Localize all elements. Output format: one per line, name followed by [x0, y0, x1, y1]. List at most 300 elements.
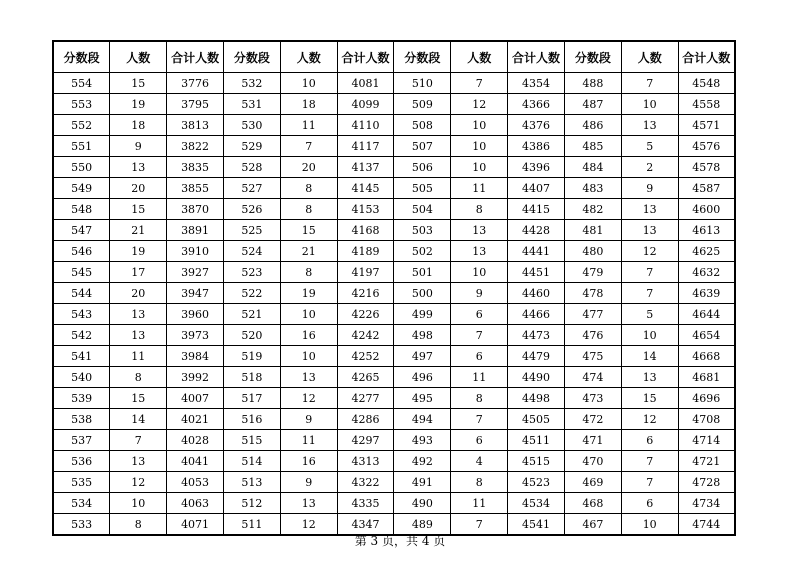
table-cell: 4265 — [337, 367, 394, 388]
table-body — [53, 73, 735, 536]
table-cell: 6 — [451, 430, 508, 451]
table-cell: 11 — [280, 115, 337, 136]
table-cell: 498 — [394, 325, 451, 346]
table-cell: 13 — [110, 157, 167, 178]
table-cell: 4734 — [678, 493, 735, 514]
table-cell: 4354 — [508, 73, 565, 94]
column-header: 分数段 — [564, 41, 621, 73]
table-cell: 10 — [280, 346, 337, 367]
column-header: 合计人数 — [678, 41, 735, 73]
table-cell: 467 — [564, 514, 621, 536]
table-cell: 487 — [564, 94, 621, 115]
table-cell: 4744 — [678, 514, 735, 536]
table-cell: 514 — [223, 451, 280, 472]
table-cell: 3910 — [167, 241, 224, 262]
table-cell: 12 — [621, 241, 678, 262]
table-cell: 2 — [621, 157, 678, 178]
table-cell: 507 — [394, 136, 451, 157]
table-cell: 13 — [110, 325, 167, 346]
table-cell: 11 — [110, 346, 167, 367]
table-cell: 4 — [451, 451, 508, 472]
table-cell: 486 — [564, 115, 621, 136]
table-cell: 4625 — [678, 241, 735, 262]
table-cell: 4335 — [337, 493, 394, 514]
table-row — [53, 367, 735, 388]
table-cell: 540 — [53, 367, 110, 388]
table-cell: 20 — [280, 157, 337, 178]
table-cell: 4587 — [678, 178, 735, 199]
table-cell: 4523 — [508, 472, 565, 493]
table-cell: 496 — [394, 367, 451, 388]
table-row — [53, 472, 735, 493]
table-cell: 4168 — [337, 220, 394, 241]
table-cell: 17 — [110, 262, 167, 283]
table-cell: 11 — [451, 367, 508, 388]
table-cell: 8 — [451, 388, 508, 409]
page-footer: 第 3 页，共 4 页 — [354, 534, 446, 548]
table-cell: 4515 — [508, 451, 565, 472]
column-header: 人数 — [110, 41, 167, 73]
table-cell: 527 — [223, 178, 280, 199]
table-cell: 506 — [394, 157, 451, 178]
table-cell: 4639 — [678, 283, 735, 304]
table-row — [53, 94, 735, 115]
table-cell: 526 — [223, 199, 280, 220]
table-cell: 4007 — [167, 388, 224, 409]
table-cell: 4451 — [508, 262, 565, 283]
table-cell: 4473 — [508, 325, 565, 346]
table-row — [53, 220, 735, 241]
table-cell: 4578 — [678, 157, 735, 178]
table-cell: 4277 — [337, 388, 394, 409]
table-cell: 503 — [394, 220, 451, 241]
table-cell: 7 — [451, 514, 508, 536]
table-cell: 4197 — [337, 262, 394, 283]
table-cell: 16 — [280, 325, 337, 346]
table-cell: 4415 — [508, 199, 565, 220]
table-cell: 12 — [451, 94, 508, 115]
table-cell: 548 — [53, 199, 110, 220]
table-cell: 15 — [110, 73, 167, 94]
table-cell: 10 — [280, 73, 337, 94]
table-cell: 543 — [53, 304, 110, 325]
table-cell: 14 — [621, 346, 678, 367]
table-cell: 21 — [110, 220, 167, 241]
table-cell: 12 — [621, 409, 678, 430]
table-cell: 4041 — [167, 451, 224, 472]
table-cell: 4407 — [508, 178, 565, 199]
table-cell: 4366 — [508, 94, 565, 115]
table-cell: 482 — [564, 199, 621, 220]
table-cell: 11 — [451, 493, 508, 514]
table-cell: 3795 — [167, 94, 224, 115]
table-cell: 8 — [280, 178, 337, 199]
table-cell: 13 — [280, 493, 337, 514]
table-cell: 4021 — [167, 409, 224, 430]
table-cell: 15 — [621, 388, 678, 409]
table-cell: 538 — [53, 409, 110, 430]
table-cell: 4028 — [167, 430, 224, 451]
table-cell: 534 — [53, 493, 110, 514]
table-cell: 8 — [280, 199, 337, 220]
table-row — [53, 115, 735, 136]
table-cell: 12 — [280, 388, 337, 409]
table-cell: 529 — [223, 136, 280, 157]
table-cell: 6 — [621, 493, 678, 514]
table-cell: 531 — [223, 94, 280, 115]
table-cell: 530 — [223, 115, 280, 136]
table-row — [53, 73, 735, 94]
column-header: 合计人数 — [508, 41, 565, 73]
table-cell: 7 — [110, 430, 167, 451]
table-row — [53, 325, 735, 346]
table-cell: 21 — [280, 241, 337, 262]
table-cell: 8 — [451, 472, 508, 493]
table-cell: 535 — [53, 472, 110, 493]
table-cell: 10 — [621, 325, 678, 346]
table-cell: 551 — [53, 136, 110, 157]
table-cell: 3870 — [167, 199, 224, 220]
table-cell: 3855 — [167, 178, 224, 199]
table-cell: 4576 — [678, 136, 735, 157]
table-cell: 3835 — [167, 157, 224, 178]
table-cell: 491 — [394, 472, 451, 493]
table-cell: 7 — [621, 73, 678, 94]
table-cell: 3984 — [167, 346, 224, 367]
table-cell: 472 — [564, 409, 621, 430]
table-cell: 471 — [564, 430, 621, 451]
table-cell: 4548 — [678, 73, 735, 94]
table-row — [53, 409, 735, 430]
table-cell: 4053 — [167, 472, 224, 493]
table-cell: 9 — [621, 178, 678, 199]
table-cell: 4696 — [678, 388, 735, 409]
table-cell: 13 — [451, 220, 508, 241]
table-cell: 9 — [451, 283, 508, 304]
table-cell: 528 — [223, 157, 280, 178]
table-cell: 4396 — [508, 157, 565, 178]
table-cell: 547 — [53, 220, 110, 241]
table-header — [53, 41, 735, 73]
table-cell: 3973 — [167, 325, 224, 346]
table-cell: 497 — [394, 346, 451, 367]
table-row — [53, 283, 735, 304]
table-cell: 541 — [53, 346, 110, 367]
table-cell: 4541 — [508, 514, 565, 536]
table-cell: 4654 — [678, 325, 735, 346]
table-row — [53, 388, 735, 409]
table-cell: 511 — [223, 514, 280, 536]
table-cell: 550 — [53, 157, 110, 178]
table-cell: 4297 — [337, 430, 394, 451]
table-cell: 3776 — [167, 73, 224, 94]
table-cell: 15 — [280, 220, 337, 241]
table-cell: 485 — [564, 136, 621, 157]
table-cell: 469 — [564, 472, 621, 493]
table-cell: 523 — [223, 262, 280, 283]
table-cell: 10 — [451, 262, 508, 283]
table-cell: 512 — [223, 493, 280, 514]
table-cell: 13 — [621, 367, 678, 388]
table-row — [53, 136, 735, 157]
table-cell: 10 — [280, 304, 337, 325]
table-cell: 4490 — [508, 367, 565, 388]
table-cell: 5 — [621, 136, 678, 157]
table-cell: 470 — [564, 451, 621, 472]
table-row — [53, 493, 735, 514]
table-cell: 495 — [394, 388, 451, 409]
table-row — [53, 430, 735, 451]
table-cell: 3891 — [167, 220, 224, 241]
table-cell: 525 — [223, 220, 280, 241]
table-cell: 499 — [394, 304, 451, 325]
table-cell: 478 — [564, 283, 621, 304]
table-cell: 546 — [53, 241, 110, 262]
table-cell: 500 — [394, 283, 451, 304]
table-cell: 4728 — [678, 472, 735, 493]
column-header: 人数 — [280, 41, 337, 73]
table-cell: 480 — [564, 241, 621, 262]
score-distribution-table — [52, 40, 736, 536]
table-cell: 477 — [564, 304, 621, 325]
table-cell: 509 — [394, 94, 451, 115]
table-cell: 479 — [564, 262, 621, 283]
table-cell: 545 — [53, 262, 110, 283]
table-cell: 501 — [394, 262, 451, 283]
table-cell: 12 — [110, 472, 167, 493]
table-cell: 4099 — [337, 94, 394, 115]
table-cell: 4600 — [678, 199, 735, 220]
table-cell: 4117 — [337, 136, 394, 157]
table-cell: 549 — [53, 178, 110, 199]
table-cell: 4534 — [508, 493, 565, 514]
table-cell: 19 — [110, 94, 167, 115]
table-cell: 518 — [223, 367, 280, 388]
table-cell: 8 — [110, 514, 167, 536]
table-cell: 515 — [223, 430, 280, 451]
table-cell: 4137 — [337, 157, 394, 178]
header-row — [53, 41, 735, 73]
table-cell: 468 — [564, 493, 621, 514]
table-cell: 544 — [53, 283, 110, 304]
table-cell: 4571 — [678, 115, 735, 136]
table-cell: 504 — [394, 199, 451, 220]
table-cell: 4505 — [508, 409, 565, 430]
table-cell: 7 — [621, 451, 678, 472]
table-cell: 13 — [280, 367, 337, 388]
table-cell: 4681 — [678, 367, 735, 388]
table-cell: 8 — [110, 367, 167, 388]
table-cell: 521 — [223, 304, 280, 325]
table-cell: 502 — [394, 241, 451, 262]
table-cell: 537 — [53, 430, 110, 451]
table-cell: 517 — [223, 388, 280, 409]
table-cell: 532 — [223, 73, 280, 94]
table-cell: 6 — [621, 430, 678, 451]
table-cell: 10 — [451, 115, 508, 136]
table-cell: 7 — [451, 73, 508, 94]
table-cell: 493 — [394, 430, 451, 451]
table-row — [53, 262, 735, 283]
table-cell: 510 — [394, 73, 451, 94]
table-cell: 19 — [110, 241, 167, 262]
table-cell: 10 — [110, 493, 167, 514]
table-cell: 6 — [451, 346, 508, 367]
table-row — [53, 346, 735, 367]
table-cell: 505 — [394, 178, 451, 199]
table-cell: 4226 — [337, 304, 394, 325]
column-header: 分数段 — [223, 41, 280, 73]
table-cell: 519 — [223, 346, 280, 367]
table-cell: 4242 — [337, 325, 394, 346]
column-header: 合计人数 — [337, 41, 394, 73]
table-cell: 481 — [564, 220, 621, 241]
table-cell: 520 — [223, 325, 280, 346]
table-cell: 552 — [53, 115, 110, 136]
table-cell: 7 — [451, 409, 508, 430]
table-cell: 3927 — [167, 262, 224, 283]
table-cell: 13 — [110, 451, 167, 472]
table-cell: 10 — [451, 157, 508, 178]
table-cell: 3992 — [167, 367, 224, 388]
table-cell: 4613 — [678, 220, 735, 241]
table-row — [53, 451, 735, 472]
table-cell: 4145 — [337, 178, 394, 199]
table-cell: 554 — [53, 73, 110, 94]
table-row — [53, 199, 735, 220]
table-cell: 8 — [451, 199, 508, 220]
table-cell: 3947 — [167, 283, 224, 304]
column-header: 人数 — [451, 41, 508, 73]
table-cell: 476 — [564, 325, 621, 346]
table-cell: 4376 — [508, 115, 565, 136]
table-cell: 9 — [110, 136, 167, 157]
table-cell: 553 — [53, 94, 110, 115]
table-cell: 9 — [280, 472, 337, 493]
table-cell: 11 — [280, 430, 337, 451]
table-cell: 524 — [223, 241, 280, 262]
table-cell: 516 — [223, 409, 280, 430]
column-header: 分数段 — [394, 41, 451, 73]
table-cell: 490 — [394, 493, 451, 514]
table-cell: 4153 — [337, 199, 394, 220]
table-cell: 492 — [394, 451, 451, 472]
table-cell: 4460 — [508, 283, 565, 304]
table-cell: 536 — [53, 451, 110, 472]
table-cell: 18 — [280, 94, 337, 115]
table-cell: 8 — [280, 262, 337, 283]
table-cell: 14 — [110, 409, 167, 430]
table-cell: 484 — [564, 157, 621, 178]
table-cell: 3822 — [167, 136, 224, 157]
table-cell: 3813 — [167, 115, 224, 136]
table-cell: 4322 — [337, 472, 394, 493]
table-cell: 475 — [564, 346, 621, 367]
table-cell: 4081 — [337, 73, 394, 94]
table-cell: 4441 — [508, 241, 565, 262]
table-cell: 13 — [621, 199, 678, 220]
table-cell: 508 — [394, 115, 451, 136]
table-cell: 7 — [621, 283, 678, 304]
table-cell: 4632 — [678, 262, 735, 283]
column-header: 人数 — [621, 41, 678, 73]
table-cell: 3960 — [167, 304, 224, 325]
table-cell: 20 — [110, 283, 167, 304]
table-cell: 20 — [110, 178, 167, 199]
table-cell: 4511 — [508, 430, 565, 451]
table-cell: 483 — [564, 178, 621, 199]
table-cell: 6 — [451, 304, 508, 325]
table-cell: 13 — [451, 241, 508, 262]
table-cell: 4189 — [337, 241, 394, 262]
table-cell: 4644 — [678, 304, 735, 325]
table-cell: 16 — [280, 451, 337, 472]
table-row — [53, 304, 735, 325]
table-cell: 494 — [394, 409, 451, 430]
table-cell: 4110 — [337, 115, 394, 136]
table-cell: 474 — [564, 367, 621, 388]
table-cell: 15 — [110, 388, 167, 409]
table-cell: 18 — [110, 115, 167, 136]
table-row — [53, 157, 735, 178]
table-cell: 9 — [280, 409, 337, 430]
table-cell: 12 — [280, 514, 337, 536]
table-cell: 4063 — [167, 493, 224, 514]
table-cell: 4286 — [337, 409, 394, 430]
table-cell: 7 — [280, 136, 337, 157]
table-cell: 4386 — [508, 136, 565, 157]
table-cell: 4071 — [167, 514, 224, 536]
table-cell: 4668 — [678, 346, 735, 367]
table-cell: 13 — [621, 115, 678, 136]
table-cell: 10 — [451, 136, 508, 157]
table-cell: 10 — [621, 514, 678, 536]
table-cell: 4558 — [678, 94, 735, 115]
table-cell: 4479 — [508, 346, 565, 367]
table-row — [53, 178, 735, 199]
table-cell: 5 — [621, 304, 678, 325]
table-cell: 4466 — [508, 304, 565, 325]
table-cell: 13 — [110, 304, 167, 325]
table-row — [53, 241, 735, 262]
table-cell: 473 — [564, 388, 621, 409]
table-cell: 4313 — [337, 451, 394, 472]
table-cell: 4428 — [508, 220, 565, 241]
table-cell: 533 — [53, 514, 110, 536]
table-cell: 11 — [451, 178, 508, 199]
table-cell: 4498 — [508, 388, 565, 409]
table-cell: 4216 — [337, 283, 394, 304]
table-cell: 15 — [110, 199, 167, 220]
table-cell: 7 — [621, 262, 678, 283]
table-cell: 489 — [394, 514, 451, 536]
table-cell: 7 — [451, 325, 508, 346]
column-header: 分数段 — [53, 41, 110, 73]
table-cell: 522 — [223, 283, 280, 304]
table-cell: 542 — [53, 325, 110, 346]
column-header: 合计人数 — [167, 41, 224, 73]
table-cell: 7 — [621, 472, 678, 493]
table-cell: 10 — [621, 94, 678, 115]
table-cell: 4714 — [678, 430, 735, 451]
table-cell: 513 — [223, 472, 280, 493]
table-cell: 4347 — [337, 514, 394, 536]
table-cell: 488 — [564, 73, 621, 94]
table-cell: 19 — [280, 283, 337, 304]
table-cell: 539 — [53, 388, 110, 409]
table-cell: 13 — [621, 220, 678, 241]
table-cell: 4708 — [678, 409, 735, 430]
